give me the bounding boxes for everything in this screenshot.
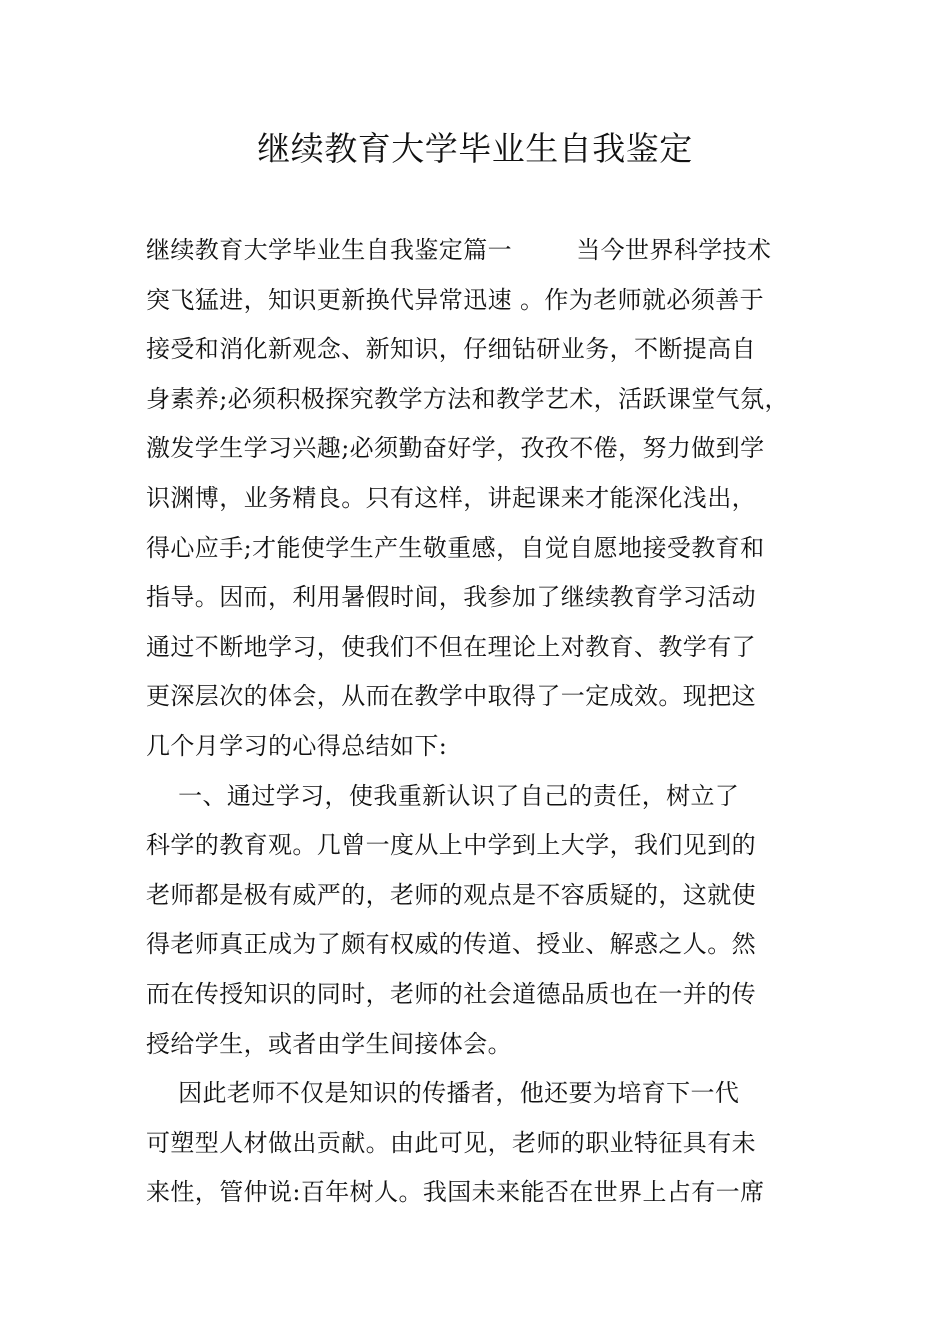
document-title: 继续教育大学毕业生自我鉴定 [257, 129, 693, 168]
body-line: 而在传授知识的同时，老师的社会道德品质也在一并的传 [146, 979, 756, 1008]
body-line: 身素养;必须积极探究教学方法和教学艺术，活跃课堂气氛， [146, 384, 789, 413]
body-line: 继续教育大学毕业生自我鉴定篇一 当今世界科学技术 [146, 236, 772, 264]
body-line: 通过不断地学习，使我们不但在理论上对教育、教学有了 [146, 632, 756, 661]
body-line: 科学的教育观。几曾一度从上中学到上大学，我们见到的 [146, 831, 756, 860]
body-line: 指导。因而，利用暑假时间，我参加了继续教育学习活动 [146, 583, 756, 612]
body-line: 突飞猛进，知识更新换代异常迅速 。作为老师就必须善于 [146, 285, 765, 314]
body-line: 激发学生学习兴趣;必须勤奋好学，孜孜不倦，努力做到学 [146, 434, 765, 463]
body-line: 授给学生，或者由学生间接体会。 [146, 1029, 512, 1058]
body-line: 接受和消化新观念、新知识，仔细钻研业务，不断提高自 [146, 335, 756, 364]
body-line: 几个月学习的心得总结如下: [146, 731, 448, 760]
body-line: 得老师真正成为了颇有权威的传道、授业、解惑之人。然 [146, 930, 756, 959]
body-line: 可塑型人材做出贡献。由此可见，老师的职业特征具有未 [146, 1128, 756, 1157]
body-line: 得心应手;才能使学生产生敬重感，自觉自愿地接受教育和 [146, 533, 765, 562]
body-line: 因此老师不仅是知识的传播者，他还要为培育下一代 [146, 1079, 740, 1108]
body-line: 老师都是极有威严的，老师的观点是不容质疑的，这就使 [146, 880, 756, 909]
body-line: 识渊博，业务精良。只有这样，讲起课来才能深化浅出， [146, 483, 756, 512]
body-line: 来性，管仲说:百年树人。我国未来能否在世界上占有一席 [146, 1178, 765, 1207]
body-line: 更深层次的体会，从而在教学中取得了一定成效。现把这 [146, 682, 756, 711]
body-line: 一、通过学习，使我重新认识了自己的责任，树立了 [146, 781, 740, 810]
document-body [146, 226, 826, 1218]
